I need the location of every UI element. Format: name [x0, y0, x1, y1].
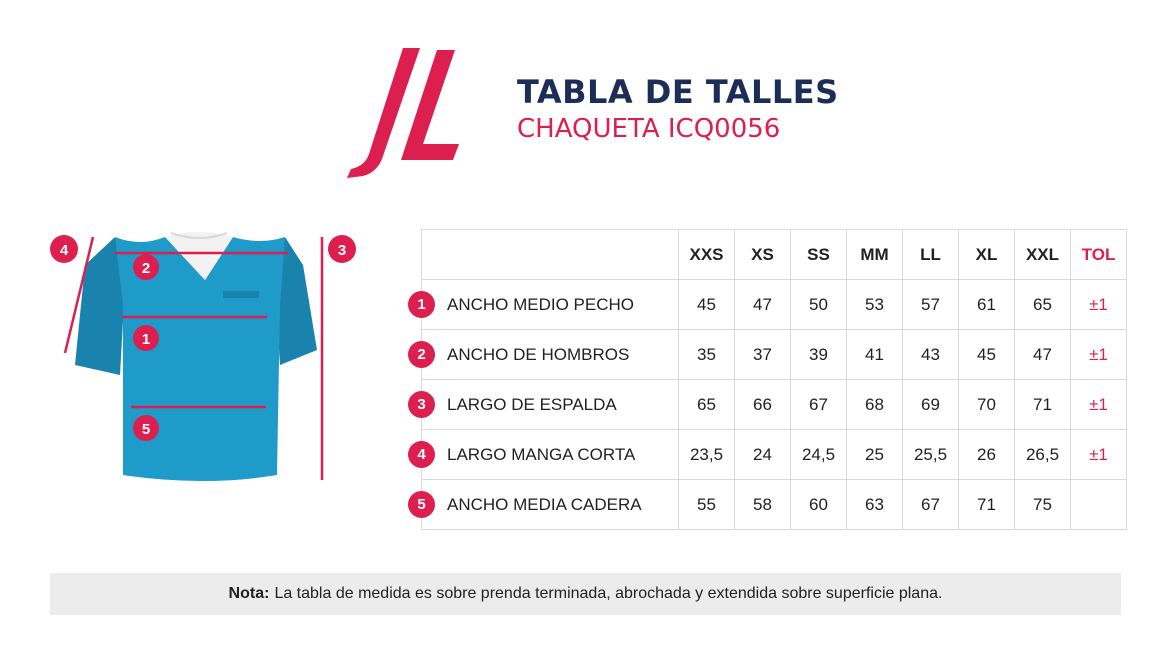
- note-text: La tabla de medida es sobre prenda terminada, abrochada y extendida sobre superficie plana.: [274, 585, 943, 602]
- value-cell: 75: [1015, 480, 1071, 530]
- value-cell: 57: [903, 280, 959, 330]
- row-number-badge: 3: [408, 391, 435, 418]
- value-cell: 66: [735, 380, 791, 430]
- size-table: [417, 229, 1127, 530]
- row-label-cell: [417, 280, 679, 330]
- chest-pocket: [223, 291, 259, 298]
- row-number-badge: 4: [408, 441, 435, 468]
- row-label: ANCHO MEDIO PECHO: [447, 294, 635, 314]
- value-cell: 55: [679, 480, 735, 530]
- value-cell: 65: [679, 380, 735, 430]
- value-cell: 61: [959, 280, 1015, 330]
- row-label-cell: [417, 480, 679, 530]
- row-number-badge: 5: [408, 491, 435, 518]
- value-cell: 23,5: [679, 430, 735, 480]
- value-cell: 39: [791, 330, 847, 380]
- table-row: [422, 380, 1127, 430]
- tolerance-cell: ±1: [1071, 380, 1127, 430]
- col-header: XXS: [679, 230, 735, 280]
- page-subtitle: CHAQUETA ICQ0056: [517, 114, 781, 144]
- value-cell: 60: [791, 480, 847, 530]
- table-row: [422, 430, 1127, 480]
- marker-2: [133, 254, 159, 280]
- value-cell: 37: [735, 330, 791, 380]
- value-cell: 71: [959, 480, 1015, 530]
- row-label: ANCHO DE HOMBROS: [447, 344, 630, 364]
- value-cell: 71: [1015, 380, 1071, 430]
- svg-text:1: 1: [141, 331, 151, 348]
- value-cell: 26,5: [1015, 430, 1071, 480]
- row-label: ANCHO MEDIA CADERA: [447, 494, 642, 514]
- value-cell: 25: [847, 430, 903, 480]
- tolerance-cell: ±1: [1071, 280, 1127, 330]
- col-header: XXL: [1015, 230, 1071, 280]
- row-label-cell: [417, 330, 679, 380]
- value-cell: 47: [1015, 330, 1071, 380]
- value-cell: 67: [903, 480, 959, 530]
- garment-diagram: [45, 225, 365, 495]
- row-label: LARGO DE ESPALDA: [447, 394, 617, 414]
- value-cell: 63: [847, 480, 903, 530]
- value-cell: 45: [959, 330, 1015, 380]
- table-header-row: [422, 230, 1127, 280]
- table-row: [422, 330, 1127, 380]
- value-cell: 35: [679, 330, 735, 380]
- value-cell: 50: [791, 280, 847, 330]
- value-cell: 43: [903, 330, 959, 380]
- value-cell: 65: [1015, 280, 1071, 330]
- value-cell: 41: [847, 330, 903, 380]
- table-row: [422, 280, 1127, 330]
- svg-text:5: 5: [141, 421, 151, 438]
- tolerance-cell: ±1: [1071, 430, 1127, 480]
- col-header: SS: [791, 230, 847, 280]
- row-number-badge: 1: [408, 291, 435, 318]
- col-header-tol: TOL: [1071, 230, 1127, 280]
- row-label-cell: [417, 430, 679, 480]
- row-label: LARGO MANGA CORTA: [447, 444, 636, 464]
- value-cell: 53: [847, 280, 903, 330]
- marker-1: [133, 325, 159, 351]
- value-cell: 69: [903, 380, 959, 430]
- value-cell: 26: [959, 430, 1015, 480]
- header-empty: [422, 230, 679, 280]
- value-cell: 24,5: [791, 430, 847, 480]
- marker-3: [328, 235, 356, 263]
- marker-5: [133, 415, 159, 441]
- value-cell: 67: [791, 380, 847, 430]
- marker-4: [50, 235, 78, 263]
- footer-note: [50, 573, 1121, 615]
- value-cell: 70: [959, 380, 1015, 430]
- svg-text:3: 3: [337, 242, 347, 259]
- value-cell: 24: [735, 430, 791, 480]
- brand-logo: [345, 48, 460, 178]
- row-number-badge: 2: [408, 341, 435, 368]
- svg-text:4: 4: [59, 242, 69, 259]
- col-header: LL: [903, 230, 959, 280]
- value-cell: 47: [735, 280, 791, 330]
- row-label-cell: [417, 380, 679, 430]
- col-header: MM: [847, 230, 903, 280]
- value-cell: 45: [679, 280, 735, 330]
- value-cell: 58: [735, 480, 791, 530]
- svg-text:2: 2: [141, 260, 151, 277]
- note-prefix: Nota:: [228, 585, 270, 602]
- tolerance-cell: ±1: [1071, 330, 1127, 380]
- value-cell: 68: [847, 380, 903, 430]
- tolerance-cell: [1071, 480, 1127, 530]
- table-row: [422, 480, 1127, 530]
- page-title: TABLA DE TALLES: [517, 73, 839, 111]
- value-cell: 25,5: [903, 430, 959, 480]
- col-header: XS: [735, 230, 791, 280]
- col-header: XL: [959, 230, 1015, 280]
